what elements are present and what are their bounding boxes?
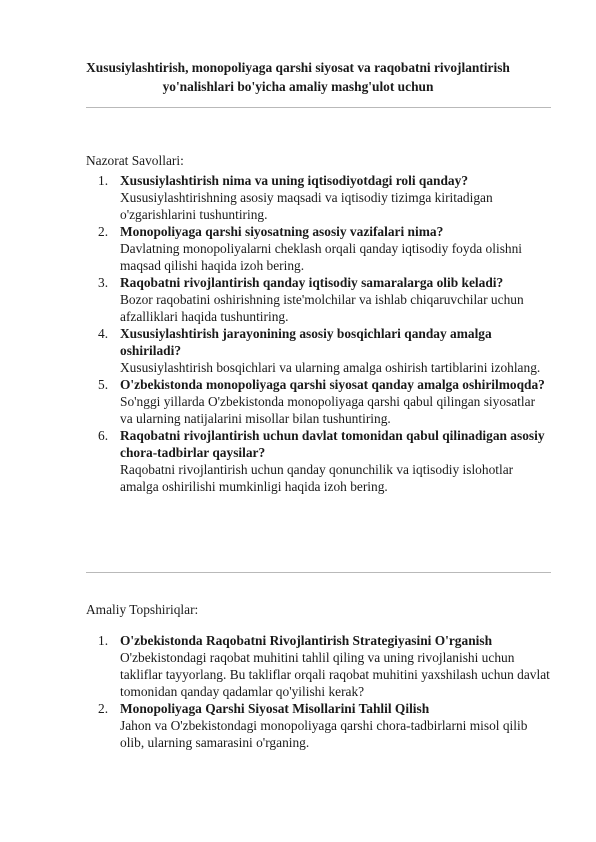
section-heading-amaliy: Amaliy Topshiriqlar: [86, 602, 199, 617]
item-description: Jahon va O'zbekistondagi monopoliyaga qarshi chora-tadbirlarni misol qilib olib, ularning samarasini o'rganing. [120, 718, 528, 750]
item-description: Raqobatni rivojlantirish uchun qanday qonunchilik va iqtisodiy islohotlar amalga oshirilishi mumkinligi haqida izoh bering. [120, 462, 514, 494]
item-number: 4. [98, 326, 109, 341]
list-item [86, 632, 550, 700]
item-description: Xususiylashtirish bosqichlari va ularning amalga oshirish tartiblarini izohlang. [120, 360, 541, 375]
item-title: O'zbekistonda Raqobatni Rivojlantirish Strategiyasini O'rganish [120, 633, 493, 648]
list-item [86, 274, 550, 325]
item-title: Monopoliyaga qarshi siyosatning asosiy vazifalari nima? [120, 224, 444, 239]
list-item [86, 325, 550, 376]
item-description: Bozor raqobatini oshirishning iste'molchilar va ishlab chiqaruvchilar uchun afzalliklari haqida tushuntiring. [120, 292, 524, 324]
item-description: So'nggi yillarda O'zbekistonda monopoliyaga qarshi qabul qilingan siyosatlar va ularning natijalarini misollar bilan tushuntiring. [120, 394, 536, 426]
item-number: 1. [98, 633, 109, 648]
item-title: O'zbekistonda monopoliyaga qarshi siyosat qanday amalga oshirilmoqda? [120, 377, 545, 392]
item-number: 1. [98, 173, 109, 188]
document-title: Xususiylashtirish, monopoliyaga qarshi siyosat va raqobatni rivojlantirish yo'nalishlari bo'yicha amaliy mashg'ulot uchun [86, 60, 510, 94]
list-item [86, 376, 550, 427]
divider [86, 572, 551, 573]
list-item [86, 700, 550, 751]
item-title: Raqobatni rivojlantirish uchun davlat tomonidan qabul qilinadigan asosiy chora-tadbirlar qaysilar? [120, 428, 545, 460]
item-number: 2. [98, 224, 109, 239]
section-heading-nazorat: Nazorat Savollari: [86, 153, 184, 168]
item-title: Xususiylashtirish jarayonining asosiy bosqichlari qanday amalga oshiriladi? [120, 326, 492, 358]
list-item [86, 172, 550, 223]
task-list [86, 632, 550, 751]
item-title: Monopoliyaga Qarshi Siyosat Misollarini Tahlil Qilish [120, 701, 430, 716]
item-title: Xususiylashtirish nima va uning iqtisodiyotdagi roli qanday? [120, 173, 469, 188]
question-list [86, 172, 550, 495]
item-title: Raqobatni rivojlantirish qanday iqtisodiy samaralarga olib keladi? [120, 275, 504, 290]
item-number: 5. [98, 377, 109, 392]
item-description: Davlatning monopoliyalarni cheklash orqali qanday iqtisodiy foyda olishni maqsad qilishi haqida izoh bering. [120, 241, 523, 273]
divider [86, 107, 551, 108]
list-item [86, 427, 550, 495]
item-number: 3. [98, 275, 109, 290]
item-description: Xususiylashtirishning asosiy maqsadi va iqtisodiy tizimga kiritadigan o'zgarishlarini tushuntiring. [120, 190, 493, 222]
list-item [86, 223, 550, 274]
item-number: 2. [98, 701, 109, 716]
item-number: 6. [98, 428, 109, 443]
item-description: O'zbekistondagi raqobat muhitini tahlil qiling va uning rivojlanishi uchun takliflar tayyorlang. Bu takliflar orqali raqobat muhitini yaxshilash uchun davlat tomonidan qanday qadamlar qo'yilishi kerak? [120, 650, 550, 699]
